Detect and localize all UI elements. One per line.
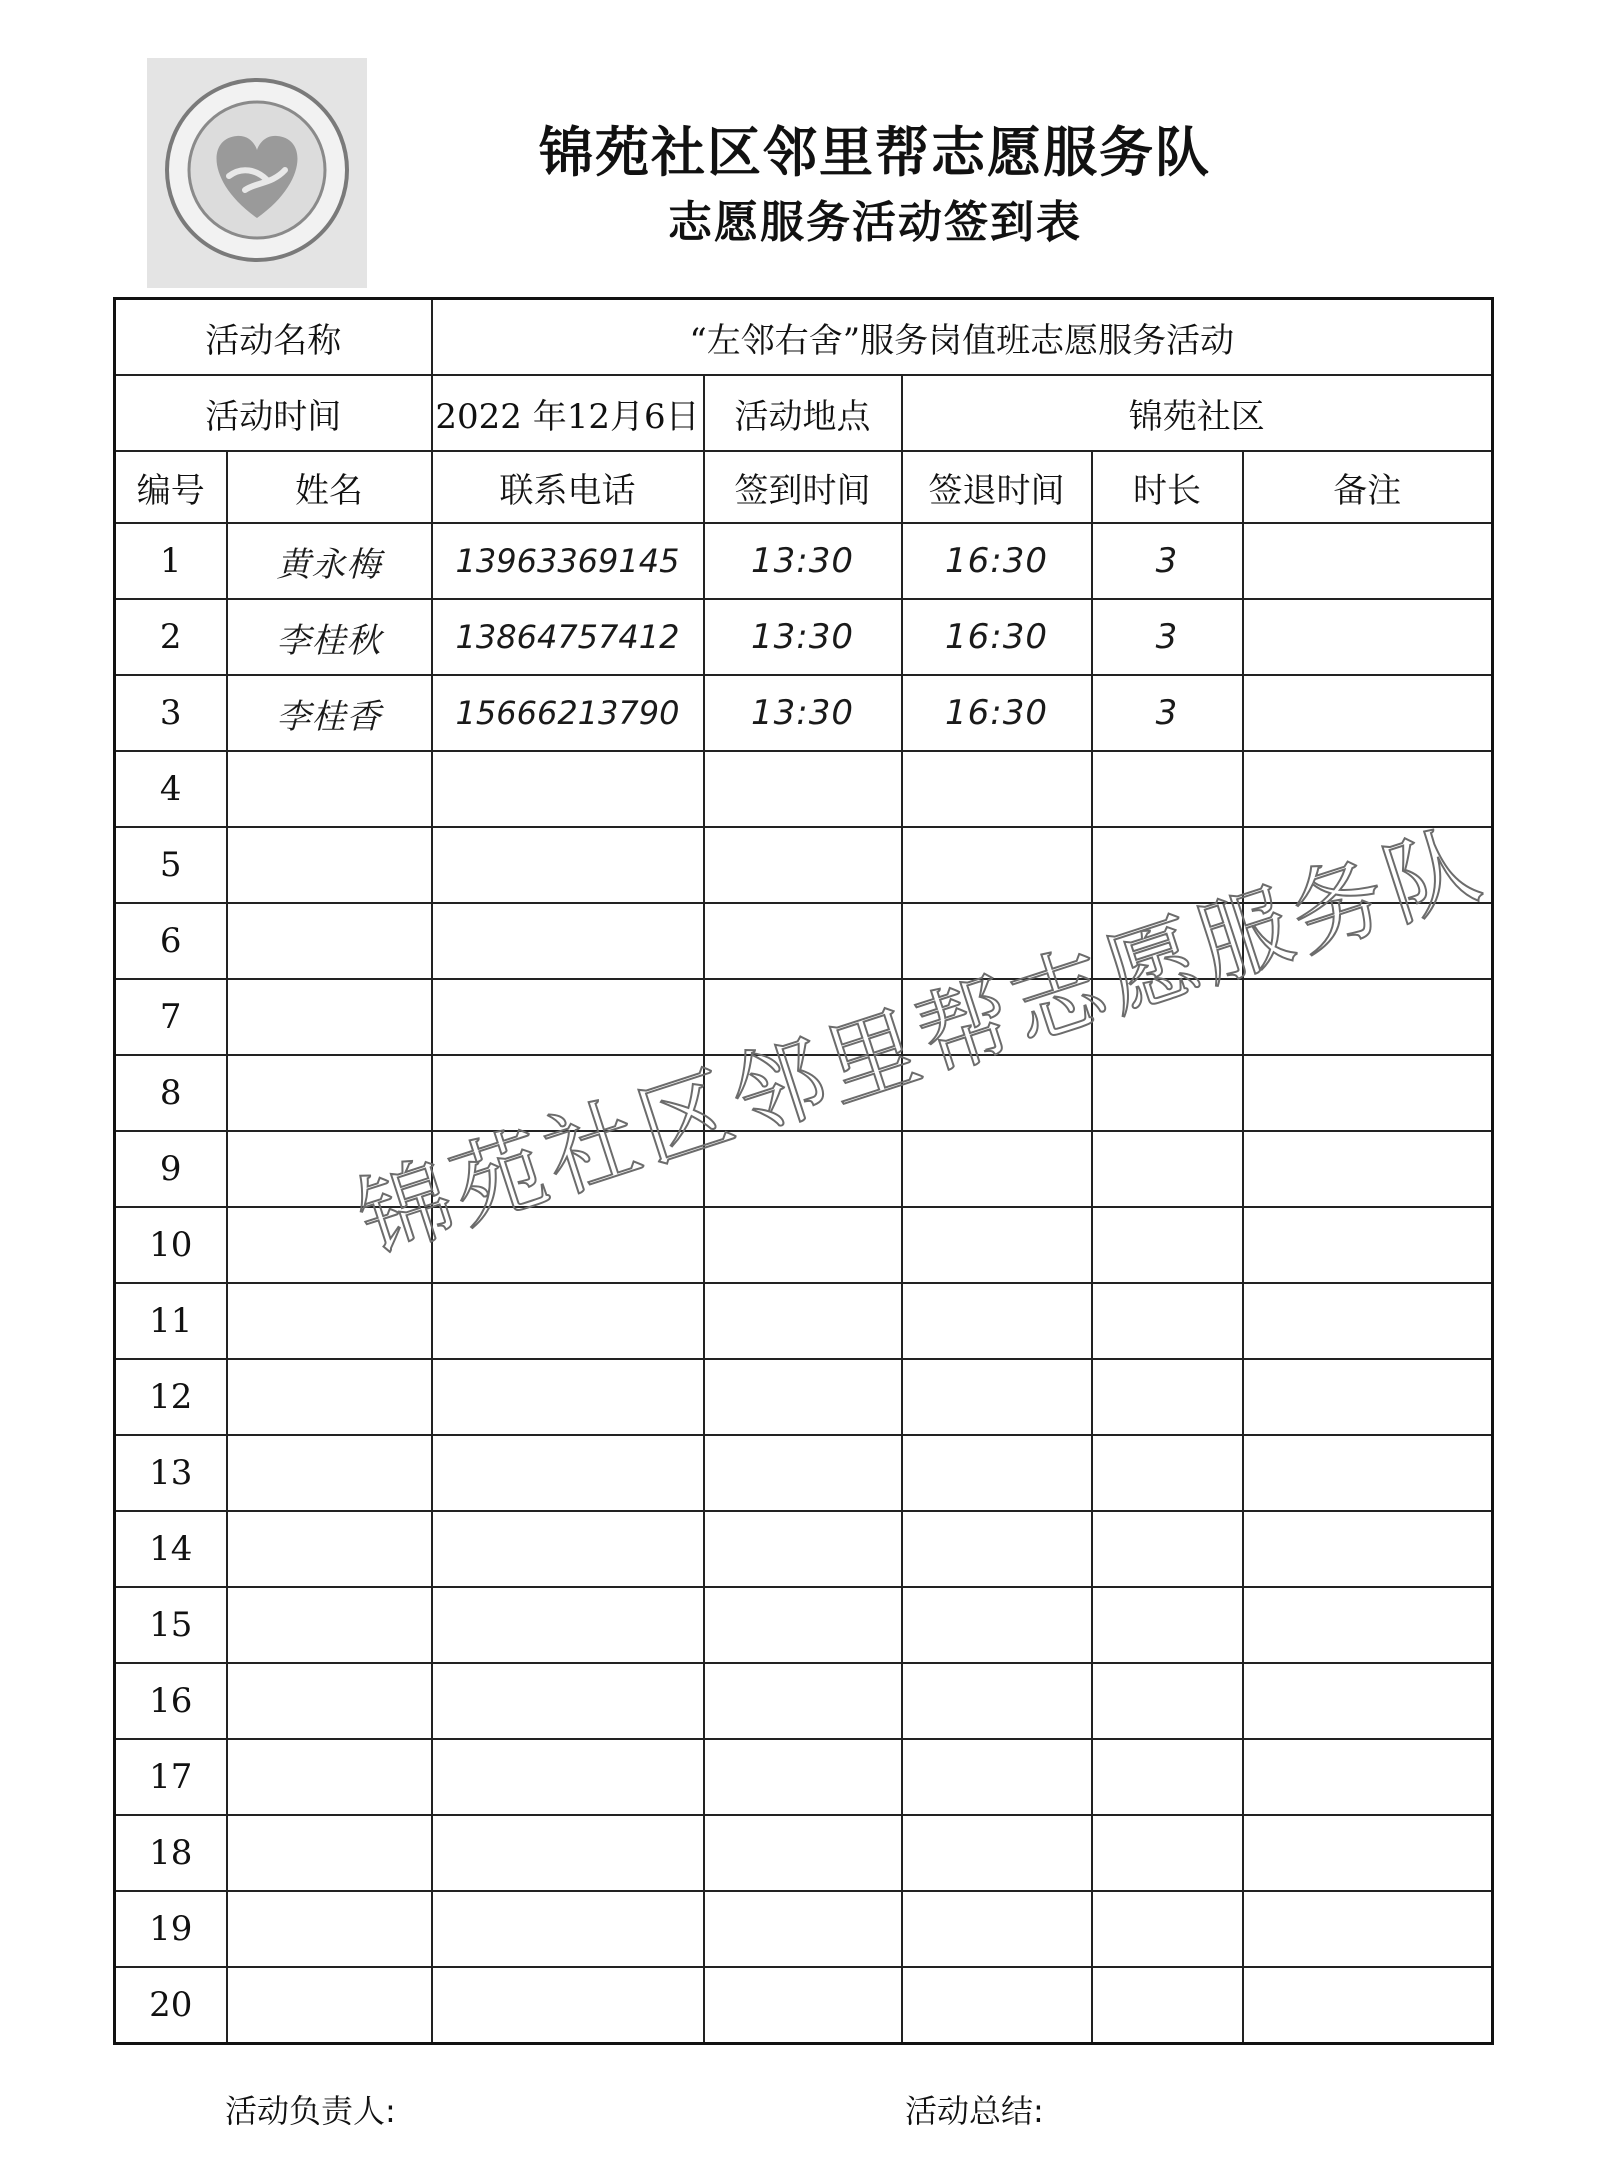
signer-name <box>227 1891 432 1967</box>
checkin-time <box>704 1587 902 1663</box>
signer-name <box>227 903 432 979</box>
table-row <box>115 1283 1493 1359</box>
checkout-time <box>902 1891 1092 1967</box>
checkout-time: 16:30 <box>902 675 1092 751</box>
duration-hours <box>1092 1283 1243 1359</box>
activity-location-value: 锦苑社区 <box>902 375 1493 451</box>
signer-phone <box>432 1587 704 1663</box>
checkout-time: 16:30 <box>902 523 1092 599</box>
duration-hours <box>1092 1891 1243 1967</box>
activity-name-label: 活动名称 <box>115 299 432 376</box>
checkout-time <box>902 979 1092 1055</box>
signer-name <box>227 1207 432 1283</box>
signer-phone <box>432 1967 704 2044</box>
checkin-time <box>704 1967 902 2044</box>
row-number: 3 <box>115 675 227 751</box>
signer-phone <box>432 1435 704 1511</box>
signer-name <box>227 1815 432 1891</box>
checkout-time <box>902 1511 1092 1587</box>
duration-hours <box>1092 827 1243 903</box>
col-header-phone: 联系电话 <box>432 451 704 523</box>
duration-hours <box>1092 1587 1243 1663</box>
signer-name: 李桂秋 <box>227 599 432 675</box>
checkin-time <box>704 1055 902 1131</box>
signer-phone <box>432 1359 704 1435</box>
checkin-time <box>704 751 902 827</box>
row-number: 16 <box>115 1663 227 1739</box>
col-header-checkin: 签到时间 <box>704 451 902 523</box>
row-number: 4 <box>115 751 227 827</box>
signer-phone <box>432 1283 704 1359</box>
activity-time-row <box>115 375 1493 451</box>
duration-hours <box>1092 1055 1243 1131</box>
table-row <box>115 1435 1493 1511</box>
row-number: 9 <box>115 1131 227 1207</box>
row-number: 13 <box>115 1435 227 1511</box>
row-note <box>1243 1739 1493 1815</box>
checkout-time <box>902 1815 1092 1891</box>
signer-name <box>227 1359 432 1435</box>
row-note <box>1243 1359 1493 1435</box>
row-note <box>1243 1967 1493 2044</box>
checkin-time <box>704 1815 902 1891</box>
checkout-time <box>902 1587 1092 1663</box>
signer-name <box>227 1435 432 1511</box>
checkin-time <box>704 1131 902 1207</box>
signer-name <box>227 1055 432 1131</box>
row-note <box>1243 903 1493 979</box>
activity-time-label: 活动时间 <box>115 375 432 451</box>
activity-location-label: 活动地点 <box>704 375 902 451</box>
table-row <box>115 1739 1493 1815</box>
watermark-text: 锦苑社区邻里帮志愿服务队 <box>345 808 1498 1275</box>
row-note <box>1243 1207 1493 1283</box>
checkin-time: 13:30 <box>704 599 902 675</box>
signer-phone: 13963369145 <box>432 523 704 599</box>
row-note <box>1243 1587 1493 1663</box>
checkout-time <box>902 1435 1092 1511</box>
table-row <box>115 1663 1493 1739</box>
row-note <box>1243 827 1493 903</box>
duration-hours <box>1092 1739 1243 1815</box>
duration-hours <box>1092 1359 1243 1435</box>
table-row <box>115 1587 1493 1663</box>
row-note <box>1243 751 1493 827</box>
row-number: 15 <box>115 1587 227 1663</box>
signer-phone <box>432 1511 704 1587</box>
row-note <box>1243 523 1493 599</box>
checkout-time <box>902 751 1092 827</box>
activity-leader-label: 活动负责人: <box>225 2092 396 2130</box>
table-row <box>115 1131 1493 1207</box>
checkout-time <box>902 827 1092 903</box>
signer-phone <box>432 1739 704 1815</box>
col-header-name: 姓名 <box>227 451 432 523</box>
signer-phone <box>432 979 704 1055</box>
signer-phone: 13864757412 <box>432 599 704 675</box>
duration-hours: 3 <box>1092 523 1243 599</box>
signer-phone <box>432 1815 704 1891</box>
row-note <box>1243 1891 1493 1967</box>
signer-phone <box>432 903 704 979</box>
signer-phone <box>432 827 704 903</box>
checkin-time <box>704 979 902 1055</box>
table-row <box>115 1511 1493 1587</box>
signer-name <box>227 1663 432 1739</box>
checkout-time <box>902 1359 1092 1435</box>
table-row <box>115 1359 1493 1435</box>
col-header-notes: 备注 <box>1243 451 1493 523</box>
checkout-time <box>902 1131 1092 1207</box>
duration-hours <box>1092 751 1243 827</box>
table-row <box>115 827 1493 903</box>
duration-hours <box>1092 903 1243 979</box>
checkin-time: 13:30 <box>704 523 902 599</box>
duration-hours <box>1092 1131 1243 1207</box>
signer-name <box>227 751 432 827</box>
row-number: 19 <box>115 1891 227 1967</box>
checkin-time <box>704 1435 902 1511</box>
row-number: 18 <box>115 1815 227 1891</box>
checkout-time <box>902 1967 1092 2044</box>
checkin-time <box>704 827 902 903</box>
row-number: 2 <box>115 599 227 675</box>
table-header-row <box>115 451 1493 523</box>
row-number: 5 <box>115 827 227 903</box>
signer-name <box>227 1283 432 1359</box>
duration-hours <box>1092 1511 1243 1587</box>
table-row <box>115 599 1493 675</box>
row-number: 20 <box>115 1967 227 2044</box>
signer-name <box>227 979 432 1055</box>
table-row <box>115 1055 1493 1131</box>
checkin-time: 13:30 <box>704 675 902 751</box>
row-note <box>1243 1511 1493 1587</box>
duration-hours <box>1092 1663 1243 1739</box>
duration-hours <box>1092 1815 1243 1891</box>
activity-name-row <box>115 299 1493 376</box>
row-note <box>1243 1131 1493 1207</box>
signer-phone <box>432 751 704 827</box>
row-number: 12 <box>115 1359 227 1435</box>
row-number: 6 <box>115 903 227 979</box>
checkin-time <box>704 1891 902 1967</box>
duration-hours <box>1092 979 1243 1055</box>
checkin-time <box>704 1359 902 1435</box>
checkout-time: 16:30 <box>902 599 1092 675</box>
row-note <box>1243 1663 1493 1739</box>
checkin-time <box>704 1739 902 1815</box>
row-note <box>1243 1055 1493 1131</box>
signer-phone <box>432 1055 704 1131</box>
signer-phone <box>432 1131 704 1207</box>
signer-phone <box>432 1891 704 1967</box>
row-number: 1 <box>115 523 227 599</box>
checkin-time <box>704 1663 902 1739</box>
table-row <box>115 1815 1493 1891</box>
checkin-time <box>704 1207 902 1283</box>
row-number: 8 <box>115 1055 227 1131</box>
duration-hours: 3 <box>1092 599 1243 675</box>
table-row <box>115 979 1493 1055</box>
signin-table <box>113 297 1494 2045</box>
checkout-time <box>902 1663 1092 1739</box>
checkin-time <box>704 1283 902 1359</box>
signer-name <box>227 827 432 903</box>
row-number: 17 <box>115 1739 227 1815</box>
signer-phone <box>432 1207 704 1283</box>
checkout-time <box>902 1283 1092 1359</box>
signer-name <box>227 1739 432 1815</box>
page-subtitle: 志愿服务活动签到表 <box>668 197 1082 248</box>
checkout-time <box>902 903 1092 979</box>
table-row <box>115 751 1493 827</box>
table-row <box>115 675 1493 751</box>
row-note <box>1243 1435 1493 1511</box>
signer-name <box>227 1511 432 1587</box>
col-header-checkout: 签退时间 <box>902 451 1092 523</box>
row-note <box>1243 1283 1493 1359</box>
table-row <box>115 903 1493 979</box>
signer-phone <box>432 1663 704 1739</box>
checkout-time <box>902 1739 1092 1815</box>
signer-name: 李桂香 <box>227 675 432 751</box>
row-note <box>1243 1815 1493 1891</box>
table-row <box>115 1967 1493 2044</box>
activity-name-value: “左邻右舍”服务岗值班志愿服务活动 <box>432 299 1493 376</box>
activity-time-value: 2022 年12月6日 <box>432 375 704 451</box>
row-note <box>1243 599 1493 675</box>
row-note <box>1243 675 1493 751</box>
col-header-duration: 时长 <box>1092 451 1243 523</box>
checkin-time <box>704 1511 902 1587</box>
row-number: 10 <box>115 1207 227 1283</box>
table-row <box>115 1207 1493 1283</box>
row-number: 7 <box>115 979 227 1055</box>
checkout-time <box>902 1055 1092 1131</box>
col-header-number: 编号 <box>115 451 227 523</box>
signer-name <box>227 1967 432 2044</box>
checkin-time <box>704 903 902 979</box>
row-number: 11 <box>115 1283 227 1359</box>
row-note <box>1243 979 1493 1055</box>
signer-name <box>227 1587 432 1663</box>
duration-hours <box>1092 1435 1243 1511</box>
activity-summary-label: 活动总结: <box>905 2092 1044 2130</box>
checkout-time <box>902 1207 1092 1283</box>
signer-name <box>227 1131 432 1207</box>
duration-hours: 3 <box>1092 675 1243 751</box>
signer-phone: 15666213790 <box>432 675 704 751</box>
duration-hours <box>1092 1207 1243 1283</box>
page-title: 锦苑社区邻里帮志愿服务队 <box>539 121 1211 184</box>
signer-name: 黄永梅 <box>227 523 432 599</box>
table-row <box>115 523 1493 599</box>
duration-hours <box>1092 1967 1243 2044</box>
row-number: 14 <box>115 1511 227 1587</box>
table-row <box>115 1891 1493 1967</box>
